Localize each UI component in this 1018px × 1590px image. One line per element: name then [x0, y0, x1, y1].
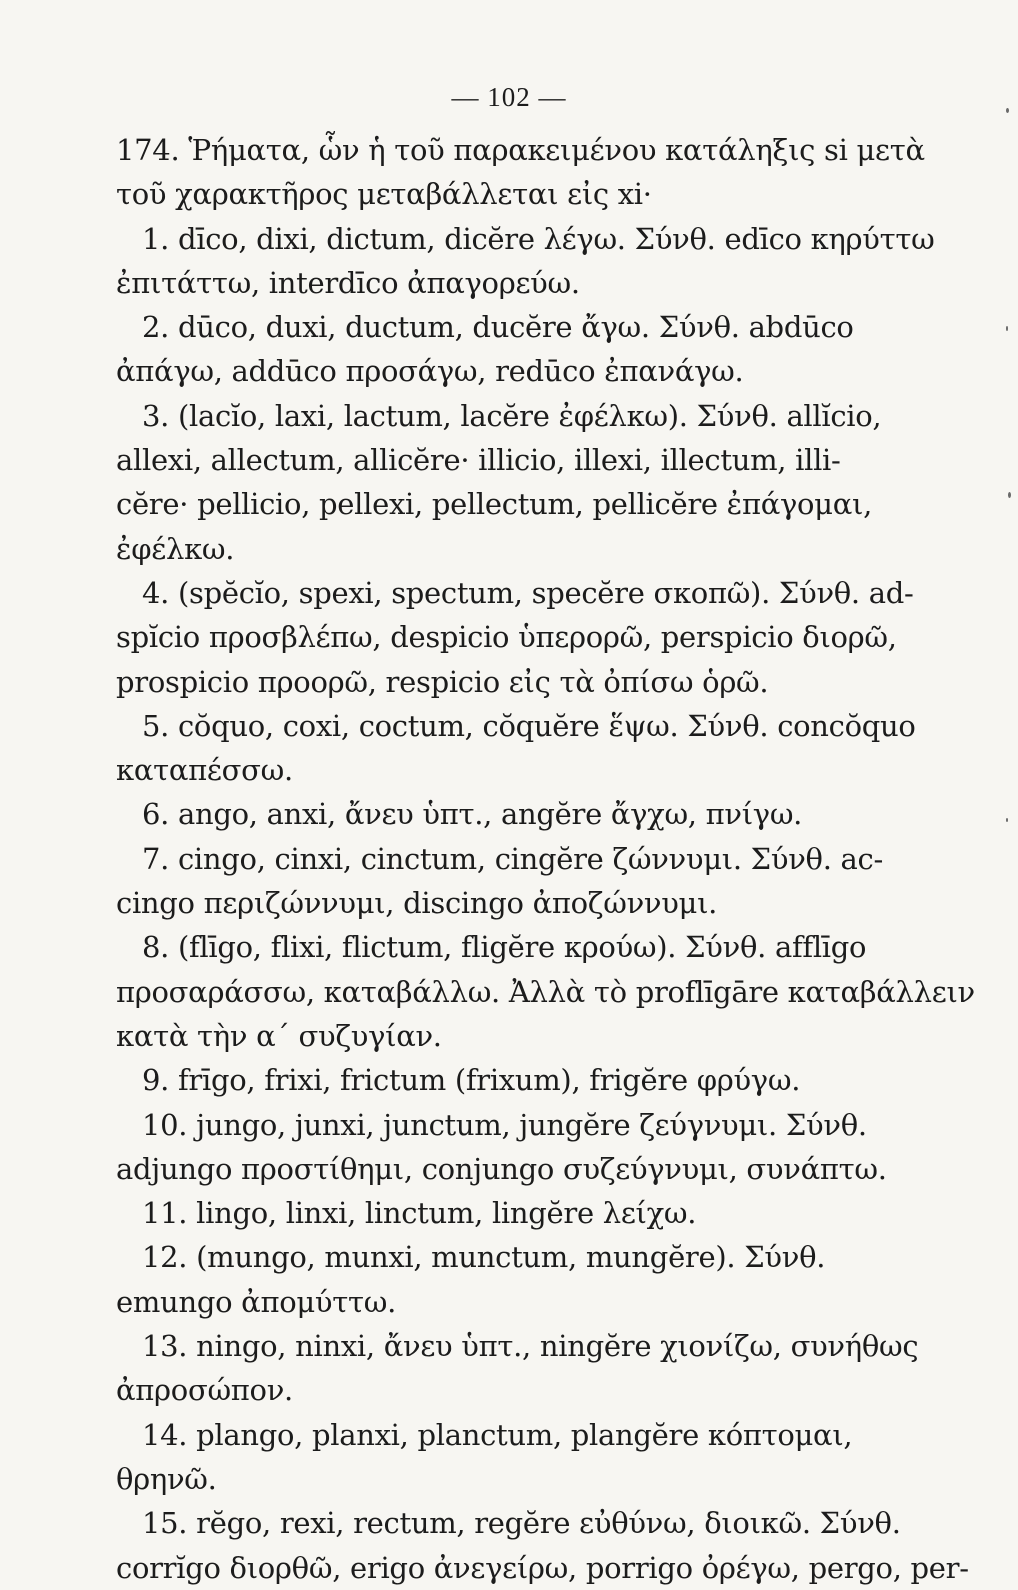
text-line-32: 15. rĕgo, rexi, rectum, regĕre εὐθύνω, διοικῶ. Σύνθ. — [142, 1506, 901, 1541]
paper-speck — [1006, 818, 1008, 822]
text-line-29: ἀπροσώπον. — [116, 1373, 293, 1408]
paper-speck — [1008, 492, 1011, 498]
text-line-15: καταπέσσω. — [116, 753, 293, 788]
text-line-5: 2. dūco, duxi, ductum, ducĕre ἄγω. Σύνθ. abdūco — [142, 310, 854, 345]
text-line-7: 3. (lacĭo, laxi, lactum, lacĕre ἐφέλκω). Σύνθ. allĭcio, — [142, 398, 882, 433]
text-line-25: 11. lingo, linxi, linctum, lingĕre λείχω. — [142, 1196, 697, 1231]
text-line-22: 9. frīgo, frixi, frictum (frixum), frigĕre φρύγω. — [142, 1063, 801, 1098]
text-line-24: adjungo προστίθημι, conjungo συζεύγνυμι, συνάπτω. — [116, 1151, 887, 1186]
paper-speck — [1006, 326, 1008, 331]
text-line-10: ἐφέλκω. — [116, 531, 235, 566]
text-line-28: 13. ningo, ninxi, ἄνευ ὑπτ., ningĕre χιονίζω, συνήθως — [142, 1329, 919, 1364]
text-line-1: 174. Ῥήματα, ὧν ἡ τοῦ παρακειμένου κατάληξις si μετὰ — [116, 133, 925, 167]
text-line-21: κατὰ τὴν α΄ συζυγίαν. — [116, 1018, 442, 1053]
text-line-31: θρηνῶ. — [116, 1461, 217, 1496]
text-line-2: τοῦ χαρακτῆρος μεταβάλλεται εἰς xi· — [116, 177, 652, 212]
text-line-13: prospicio προορῶ, respicio εἰς τὰ ὀπίσω ὁρῶ. — [116, 664, 769, 699]
page-number: — 102 — — [451, 82, 567, 112]
text-line-19: 8. (flīgo, flixi, flictum, fligĕre κρούω). Σύνθ. afflīgo — [142, 930, 867, 965]
text-line-33: corrĭgo διορθῶ, erigo ἀνεγείρω, porrigo ὀρέγω, pergo, per- — [116, 1550, 969, 1585]
paper-speck — [1006, 108, 1009, 113]
text-line-3: 1. dīco, dixi, dictum, dicĕre λέγω. Σύνθ. edīco κηρύττω — [142, 221, 935, 256]
text-line-4: ἐπιτάττω, interdīco ἀπαγορεύω. — [116, 265, 580, 300]
text-line-12: spĭcio προσβλέπω, despicio ὑπερορῶ, perspicio διορῶ, — [116, 620, 897, 655]
text-line-6: ἀπάγω, addūco προσάγω, redūco ἐπανάγω. — [116, 354, 744, 389]
text-line-8: allexi, allectum, allicĕre· illicio, illexi, illectum, illi- — [116, 443, 841, 478]
text-line-17: 7. cingo, cinxi, cinctum, cingĕre ζώννυμι. Σύνθ. ac- — [142, 841, 883, 876]
text-line-11: 4. (spĕcĭo, spexi, spectum, specĕre σκοπῶ). Σύνθ. ad- — [142, 575, 914, 610]
text-line-20: προσαράσσω, καταβάλλω. Ἀλλὰ τὸ proflīgāre καταβάλλειν — [116, 974, 975, 1009]
main-text — [116, 128, 975, 1590]
text-line-16: 6. ango, anxi, ἄνευ ὑπτ., angĕre ἄγχω, πνίγω. — [142, 797, 803, 832]
text-line-23: 10. jungo, junxi, junctum, jungĕre ζεύγνυμι. Σύνθ. — [142, 1107, 867, 1142]
text-line-18: cingo περιζώννυμι, discingo ἀποζώννυμι. — [116, 886, 718, 921]
text-line-30: 14. plango, planxi, planctum, plangĕre κόπτομαι, — [142, 1417, 853, 1452]
text-line-26: 12. (mungo, munxi, munctum, mungĕre). Σύνθ. — [142, 1240, 826, 1275]
text-line-9: cĕre· pellicio, pellexi, pellectum, pellicĕre ἐπάγομαι, — [116, 487, 872, 522]
text-line-14: 5. cŏquo, coxi, coctum, cŏquĕre ἕψω. Σύνθ. concŏquo — [142, 708, 916, 743]
text-line-27: emungo ἀπομύττω. — [116, 1284, 396, 1319]
